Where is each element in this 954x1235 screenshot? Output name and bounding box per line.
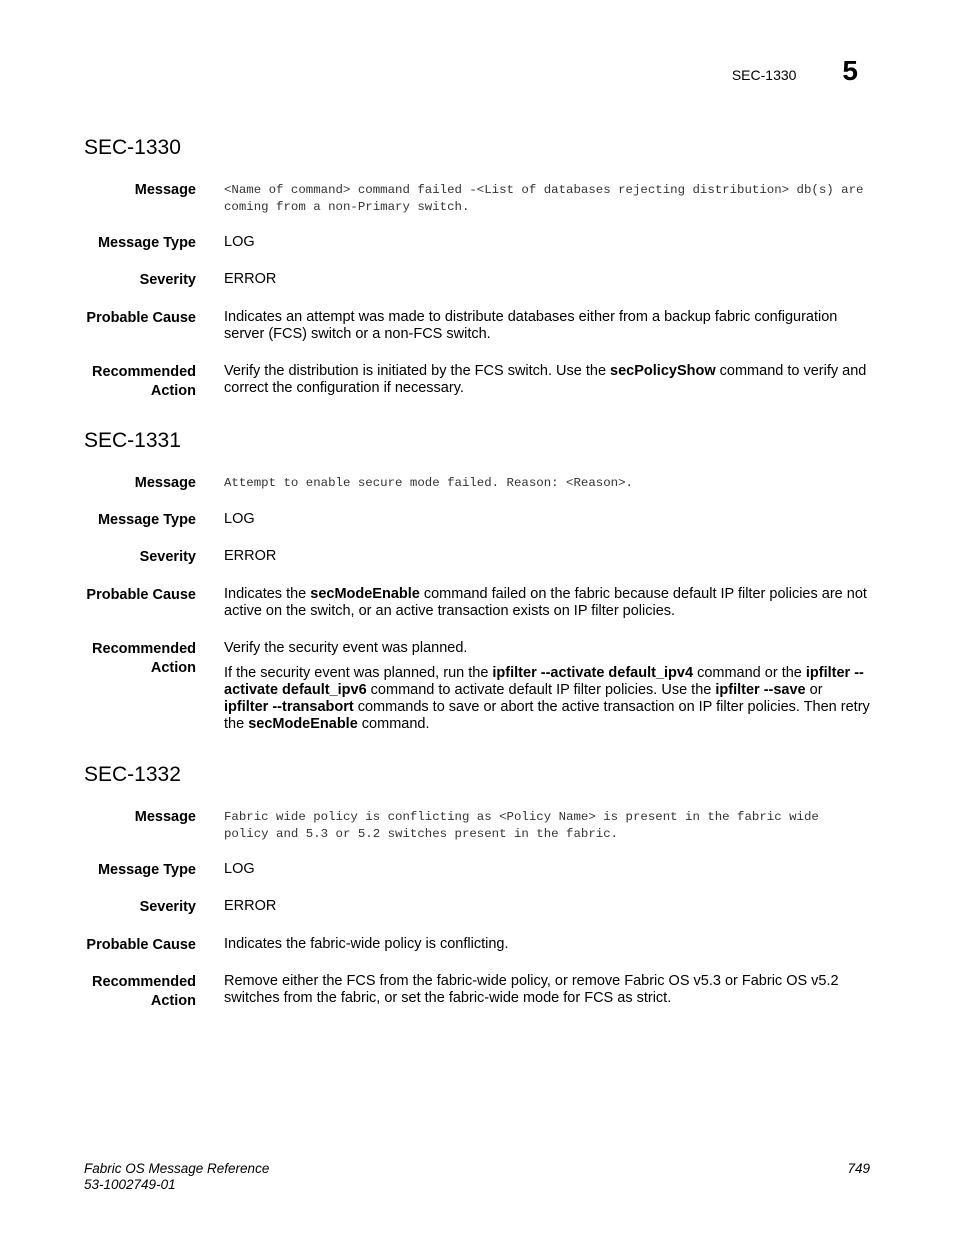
command-name: ipfilter --save [715,682,806,698]
label-line: Recommended [92,641,196,657]
command-name: secModeEnable [310,586,420,602]
section-title: SEC-1330 [84,136,181,159]
recommended-action-text [224,640,870,733]
text-run: Indicates the [224,586,311,602]
field-label: Probable Cause [86,310,196,326]
label-line: Action [150,383,196,399]
text-run: command to activate default IP filter policies. Use the [366,682,716,698]
message-type-value: LOG [224,861,255,877]
page-header [732,57,858,85]
recommended-action-text [224,363,870,397]
command-name: secModeEnable [248,716,358,732]
message-text: Fabric wide policy is conflicting as <Policy Name> is present in the fabric wide policy and 5.3 or 5.2 switches present in the fabric. [224,810,819,841]
message-text: <Name of command> command failed -<List of databases rejecting distribution> db(s) are coming from a non-Primary switch. [224,183,864,214]
field-label: Message Type [97,862,196,878]
page-footer [84,1161,269,1193]
page-number: 749 [847,1161,870,1176]
field-label: Probable Cause [86,587,196,603]
action-paragraph [224,665,870,733]
text-run: command to verify and correct the configuration if necessary. [224,363,867,396]
severity-value: ERROR [224,271,277,287]
text-run: If the security event was planned, run the [224,665,493,681]
text-run: command or the [693,665,806,681]
command-name: secPolicyShow [610,363,716,379]
action-paragraph: Verify the security event was planned. [224,640,468,656]
field-label: Message [134,475,196,491]
recommended-action-text: Remove either the FCS from the fabric-wide policy, or remove Fabric OS v5.3 or Fabric OS v5.2 switches from the fabric, or set the fabric-wide mode for FCS as strict. [224,973,839,1006]
header-message-id: SEC-1330 [731,67,797,83]
field-label: Message [134,182,196,198]
document-number: 53-1002749-01 [84,1177,176,1192]
chapter-number: 5 [842,55,858,86]
field-label: Message Type [97,235,196,251]
probable-cause-text: Indicates an attempt was made to distribute databases either from a backup fabric configuration server (FCS) switch or a non-FCS switch. [224,309,838,342]
command-name: ipfilter --activate default_ipv6 [224,665,864,698]
message-type-value: LOG [224,234,255,250]
severity-value: ERROR [224,548,277,564]
command-name: ipfilter --activate default_ipv4 [492,665,694,681]
field-label: Severity [139,549,196,565]
label-line: Recommended [92,974,196,990]
command-name: ipfilter --transabort [224,699,354,715]
document-title: Fabric OS Message Reference [84,1161,270,1176]
field-label: Severity [139,899,196,915]
severity-value: ERROR [224,898,277,914]
section-title: SEC-1331 [84,429,181,452]
text-run: commands to save or abort the active transaction on IP filter policies. Then retry the [224,699,870,732]
text-run: command. [357,716,430,732]
message-type-value: LOG [224,511,255,527]
field-label: Message [134,809,196,825]
field-label: Severity [139,272,196,288]
section-title: SEC-1332 [84,763,181,786]
probable-cause-text: Indicates the fabric-wide policy is conflicting. [224,936,509,952]
label-line: Action [150,993,196,1009]
text-run: or [805,682,823,698]
field-label: Probable Cause [86,937,196,953]
label-line: Recommended [92,364,196,380]
message-text: Attempt to enable secure mode failed. Reason: <Reason>. [224,476,633,490]
field-label [92,973,196,1011]
field-label [92,363,196,401]
field-label [92,640,196,678]
label-line: Action [150,660,196,676]
text-run: command failed on the fabric because default IP filter policies are not active on the switch, or an active transaction exists on IP filter policies. [224,586,867,619]
probable-cause-text [224,586,870,620]
text-run: Verify the distribution is initiated by the FCS switch. Use the [224,363,611,379]
field-label: Message Type [97,512,196,528]
